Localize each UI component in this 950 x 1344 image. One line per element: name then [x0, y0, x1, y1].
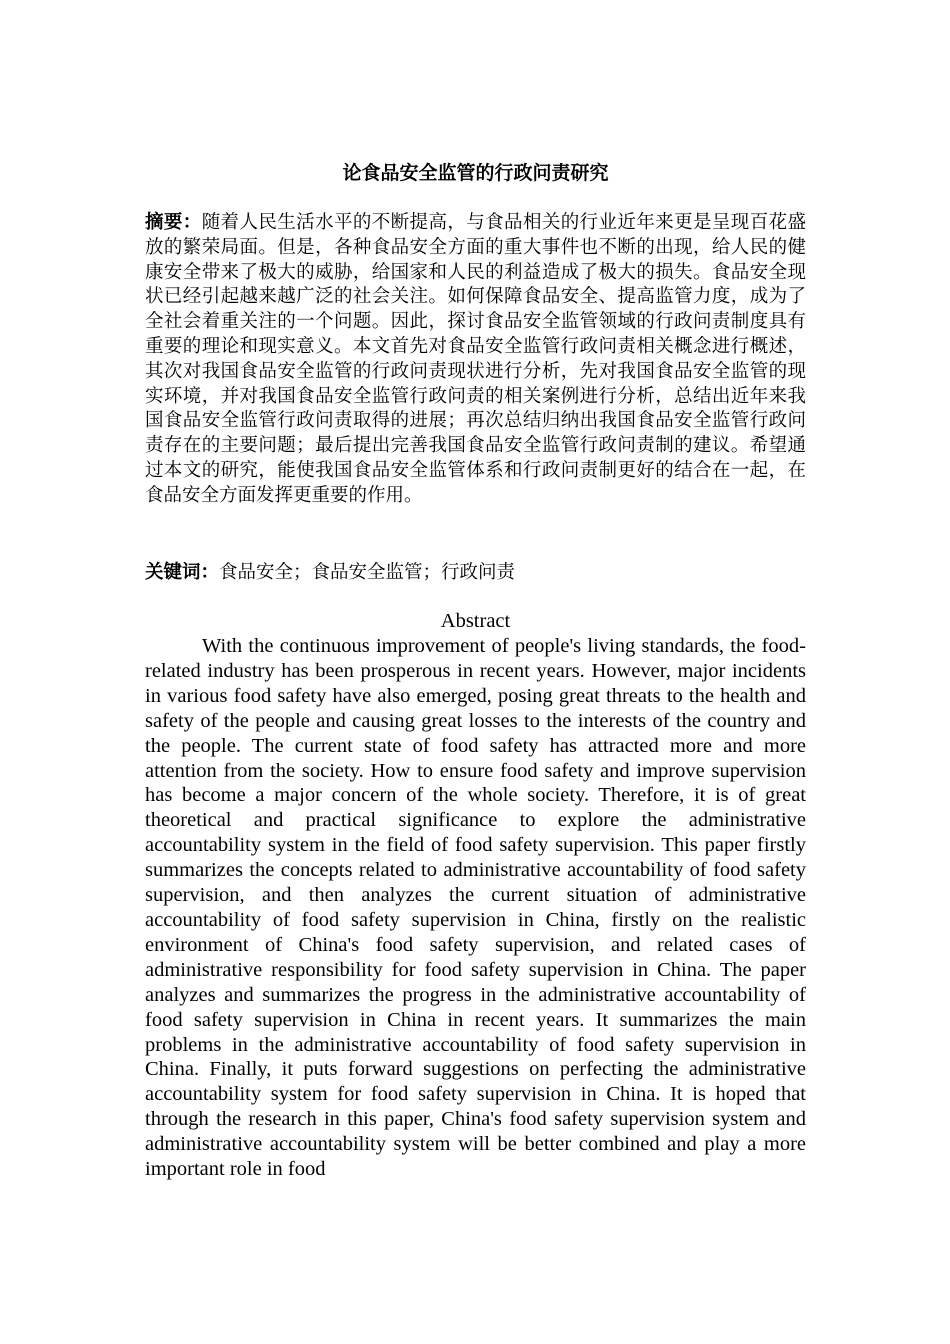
chinese-abstract [145, 211, 806, 509]
english-abstract: With the continuous improvement of people's living standards, the food-related industry has been prosperous in recent years. However, major incidents in various food safety have also emerged, posing great threats to the health and safety of the people and causing great losses to the interests of the country and the people. The current state of food safety has attracted more and more attention from the society. How to ensure food safety and improve supervision has become a major concern of the whole society. Therefore, it is of great theoretical and practical significance to explore the administrative accountability system in the field of food safety supervision. This paper firstly summarizes the concepts related to administrative accountability of food safety supervision, and then analyzes the current situation of administrative accountability of food safety supervision in China, firstly on the realistic environment of China's food safety supervision, and related cases of administrative responsibility for food safety supervision in China. The paper analyzes and summarizes the progress in the administrative accountability of food safety supervision in China in recent years. It summarizes the main problems in the administrative accountability of food safety supervision in China. Finally, it puts forward suggestions on perfecting the administrative accountability system for food safety supervision in China. It is hoped that through the research in this paper, China's food safety supervision system and administrative accountability system will be better combined and play a more important role in food [145, 635, 806, 1181]
abstract-label: 摘要： [145, 212, 202, 233]
english-abstract-heading: Abstract [440, 610, 511, 632]
keywords-label: 关键词： [145, 562, 220, 583]
abstract-text: 随着人民生活水平的不断提高，与食品相关的行业近年来更是呈现百花盛放的繁荣局面。但是，各种食品安全方面的重大事件也不断的出现，给人民的健康安全带来了极大的威胁，给国家和人民的利益造成了极大的损失。食品安全现状已经引起越来越广泛的社会关注。如何保障食品安全、提高监管力度，成为了全社会着重关注的一个问题。因此，探讨食品安全监管领域的行政问责制度具有重要的理论和现实意义。本文首先对食品安全监管行政问责相关概念进行概述，其次对我国食品安全监管的行政问责现状进行分析，先对我国食品安全监管的现实环境，并对我国食品安全监管行政问责的相关案例进行分析，总结出近年来我国食品安全监管行政问责取得的进展；再次总结归纳出我国食品安全监管行政问责存在的主要问题；最后提出完善我国食品安全监管行政问责制的建议。希望通过本文的研究，能使我国食品安全监管体系和行政问责制更好的结合在一起，在食品安全方面发挥更重要的作用。 [145, 212, 806, 506]
document-title: 论食品安全监管的行政问责研究 [342, 162, 609, 184]
keywords-line [145, 561, 806, 586]
keywords-text: 食品安全；食品安全监管；行政问责 [219, 562, 516, 583]
